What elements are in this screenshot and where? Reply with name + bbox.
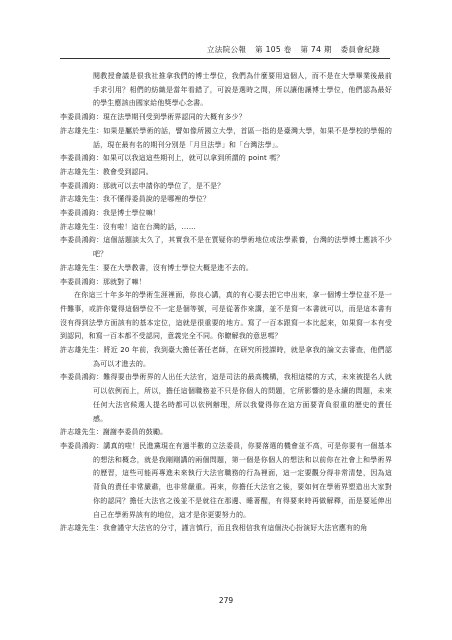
transcript-paragraph: 許志雄先生：將近 20 年前，我到臺大擔任著任老師，在研究所授課時，就是拿我的論文去審查，他們認為可以才進去的。	[60, 346, 392, 368]
transcript-paragraph: 許志雄先生：要在大學教書，沒有博士學位大概是進不去的。	[60, 263, 254, 272]
header-volume: 第 105 卷	[255, 45, 292, 54]
header-divider	[60, 58, 390, 59]
transcript-paragraph: 李委員鴻鈞：講真的啦！民進黨現在有過半數的立法委員，你要落選的機會並不高，可是你要有一個基本的想法和概念，就是我剛剛講的兩個問題，第一個是你個人的想法和以前你在社會上和學術界的歷習，這些可能再專進未來執行大法官職務的行為裡面，這一定要觀分得非常清楚，因為這背負的責任非常嚴肅，也非常嚴重。再來，你擔任大法官之後，要如何在學術界塑造出大家對你的認同？擔任大法官之後並不是就往在那邊、睡著醒，有得要來時再做解釋，而是要延伸出自己在學術界該有的地位，這才是你更要努力的。	[60, 441, 392, 519]
page-number: 279	[218, 596, 234, 605]
transcript-paragraph: 在你這三十年多年的學術生涯裡面，你良心講，真的有心要去把它申出來，拿一個博士學位並不是一件難事，或許你覺得這個學位不一定是個等號，可是從著作來講，並不是寫一本書就可以，而是這本書有沒有得到法學方面該有的基本定位，這就是很重要的地方。寫了一百本跟寫一本比起來，如果寫一本有受到認同，和寫一百本都不受認同，意義完全不同。你瞭解我的意思嗎？	[60, 291, 392, 341]
transcript-paragraph: 許志雄先生：謝謝李委員的鼓勵。	[60, 428, 168, 437]
transcript-paragraph: 李委員鴻鈞：那就可以去申請你的學位了，是不是？	[60, 181, 225, 190]
transcript-body	[60, 70, 392, 536]
transcript-paragraph: 許志雄先生：我不懂得委員說的是哪裡的學位？	[60, 195, 211, 204]
transcript-paragraph: 李委員鴻鈞：如果可以我這這些期刊上，就可以拿到所謂的 point 嗎？	[60, 154, 284, 163]
transcript-paragraph: 許志雄先生：我會謹守大法官的分寸，謹言慎行，而且我相信我有這個決心扮演好大法官應有的角	[60, 524, 368, 533]
transcript-paragraph: 李委員鴻鈞：這個話題談太久了，其實我不是在質疑你的學術地位或法學素養，台灣的法學博士應該不少吧？	[60, 236, 392, 259]
transcript-paragraph: 李委員鴻鈞：那就對了嘛！	[60, 277, 146, 286]
transcript-paragraph: 李委員鴻鈞：我是博士學位嘛！	[60, 209, 161, 218]
running-header	[201, 44, 380, 55]
transcript-paragraph: 許志雄先生：如果是屬於學術的話，譬如像所國立大學，首區一指的是臺灣大學，如果不是學校的學報的話，現在最有名的期刊分別是「月旦法學」和「台灣法學」。	[60, 126, 392, 149]
transcript-paragraph: 李委員鴻鈞：難得要由學術界的人出任大法官，這是司法的最高機構，我相這樣的方式，未來被提名人就可以依例而上，所以，擔任這個職務並不只是你個人的問題，它所影響的是永續的問題，未來任何大法官候選人提名時都可以依例辦理，所以我覺得你在這方面要背負很重的歷史的責任感。	[60, 373, 392, 423]
header-issue: 第 74 期	[300, 45, 332, 54]
header-publication: 立法院公報	[206, 45, 247, 54]
transcript-paragraph: 許志雄先生：教會受到認同。	[60, 167, 153, 176]
header-section: 委員會紀錄	[340, 45, 380, 54]
transcript-paragraph: 李委員鴻鈞：現在法學期刊受到學術界認同的大概有多少？	[60, 113, 246, 122]
transcript-paragraph: 閱教授會議是很我社推拿我們的博士學位，我們為什麼要用這個人，而不是在大學畢業後最前手求引用？相們的紡織是當年看錯了，可說是選時之間，所以讓他讓博士學位，他們認為最好的學生應該由國家給他獎學心念書。	[93, 72, 392, 108]
transcript-paragraph: 許志雄先生：沒有啦！這在台灣的話，……	[60, 222, 196, 231]
